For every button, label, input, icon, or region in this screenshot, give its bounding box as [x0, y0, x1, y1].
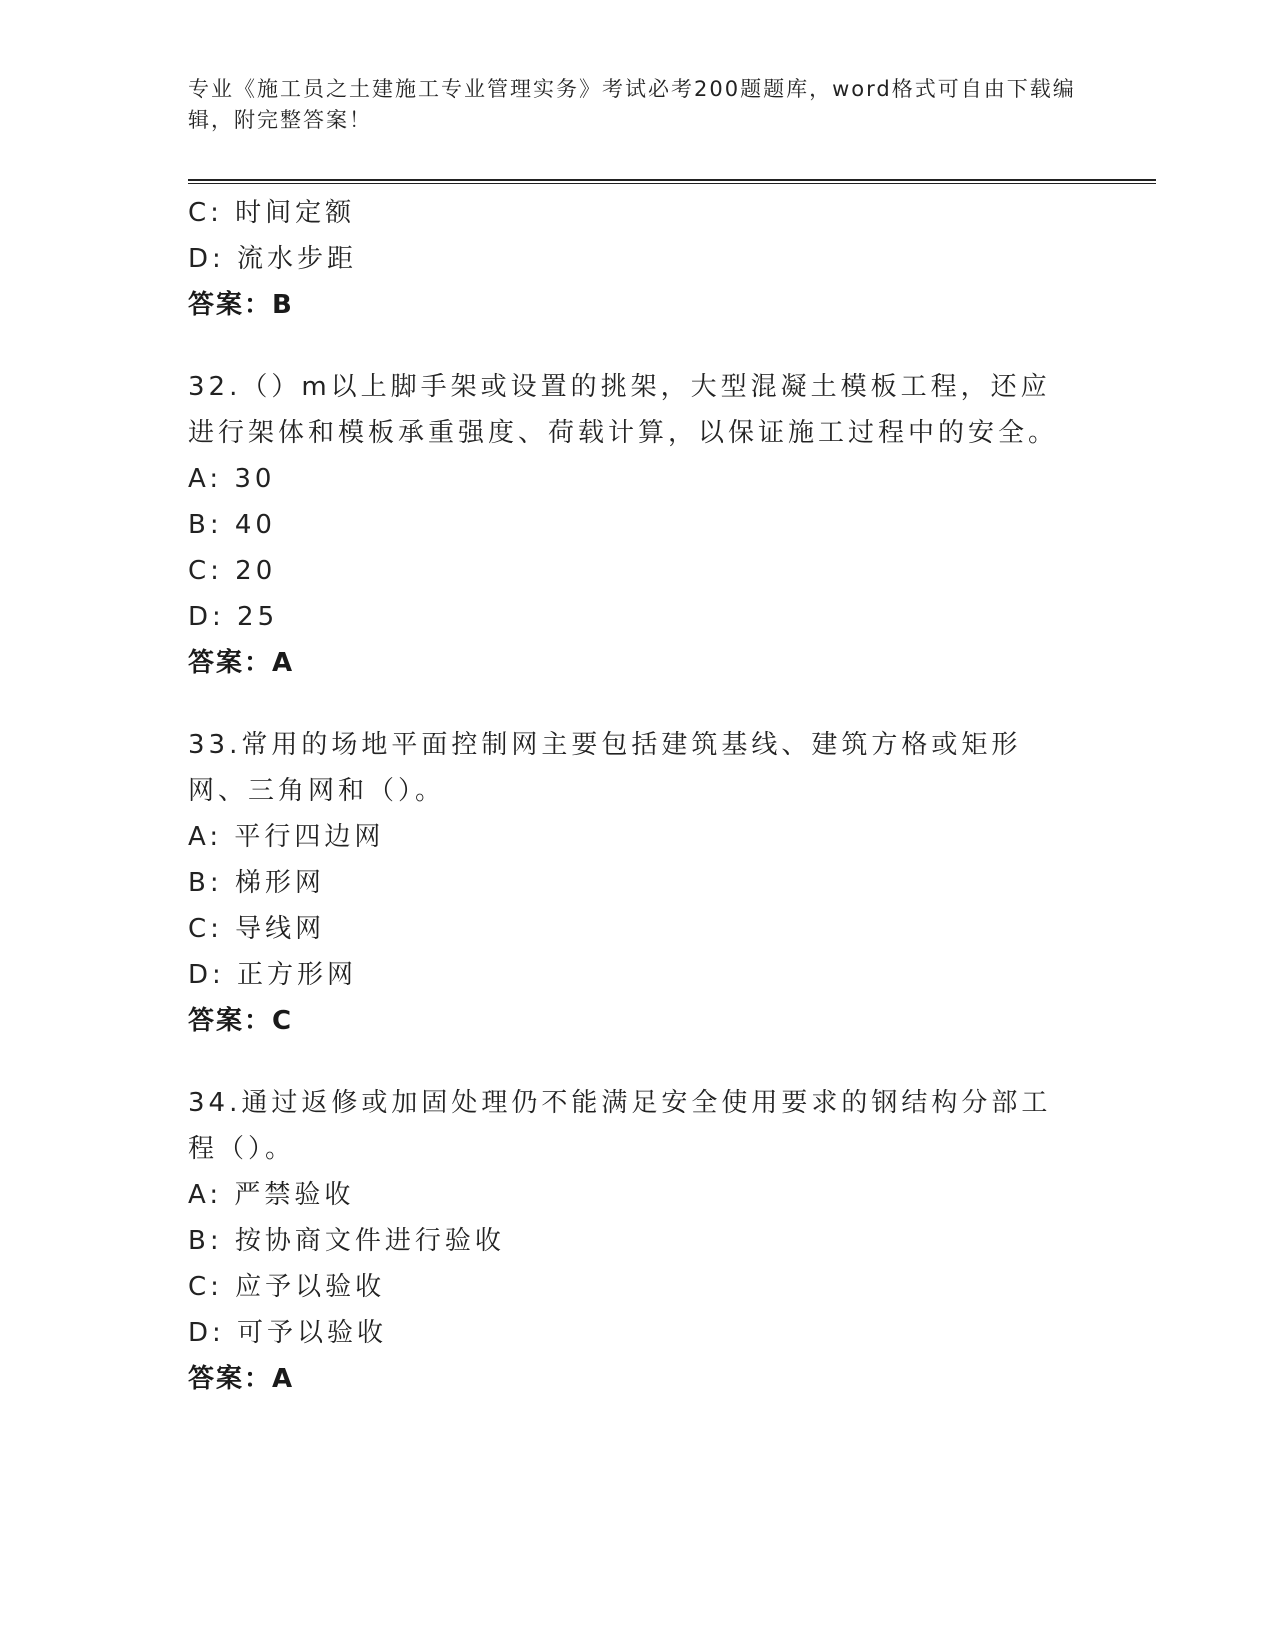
option-d: D: 25 — [188, 602, 279, 632]
option-b: B: 梯形网 — [188, 868, 325, 898]
answer-line: 答案：B — [188, 290, 294, 320]
header-title: 专业《施工员之土建施工专业管理实务》考试必考200题题库，word格式可自由下载编辑，附完整答案！ — [188, 77, 1076, 132]
header-divider — [188, 179, 1156, 181]
option-a: A: 30 — [188, 464, 276, 494]
option-a: A: 严禁验收 — [188, 1180, 355, 1210]
answer-line: 答案：A — [188, 648, 295, 678]
header-divider-thin — [188, 183, 1156, 184]
option-d: D: 流水步距 — [188, 244, 358, 274]
option-d: D: 可予以验收 — [188, 1318, 388, 1348]
question-34 — [188, 1080, 1078, 1402]
option-c: C: 20 — [188, 556, 277, 586]
option-a: A: 平行四边网 — [188, 822, 385, 852]
option-c: C: 应予以验收 — [188, 1272, 386, 1302]
question-33 — [188, 722, 1078, 1044]
option-d: D: 正方形网 — [188, 960, 358, 990]
question-text: 34.通过返修或加固处理仍不能满足安全使用要求的钢结构分部工程（）。 — [188, 1088, 1052, 1164]
option-b: B: 40 — [188, 510, 276, 540]
question-text: 32.（）m以上脚手架或设置的挑架，大型混凝土模板工程，还应进行架体和模板承重强度、荷载计算，以保证施工过程中的安全。 — [188, 372, 1059, 448]
previous-question-tail — [188, 190, 1078, 328]
answer-line: 答案：A — [188, 1364, 295, 1394]
question-32 — [188, 364, 1078, 686]
document-body — [188, 190, 1078, 1402]
option-c: C: 导线网 — [188, 914, 326, 944]
answer-line: 答案：C — [188, 1006, 294, 1036]
option-c: C: 时间定额 — [188, 198, 356, 228]
option-b: B: 按协商文件进行验收 — [188, 1226, 505, 1256]
question-text: 33.常用的场地平面控制网主要包括建筑基线、建筑方格或矩形网、三角网和（）。 — [188, 730, 1022, 806]
page-header — [188, 74, 1078, 136]
